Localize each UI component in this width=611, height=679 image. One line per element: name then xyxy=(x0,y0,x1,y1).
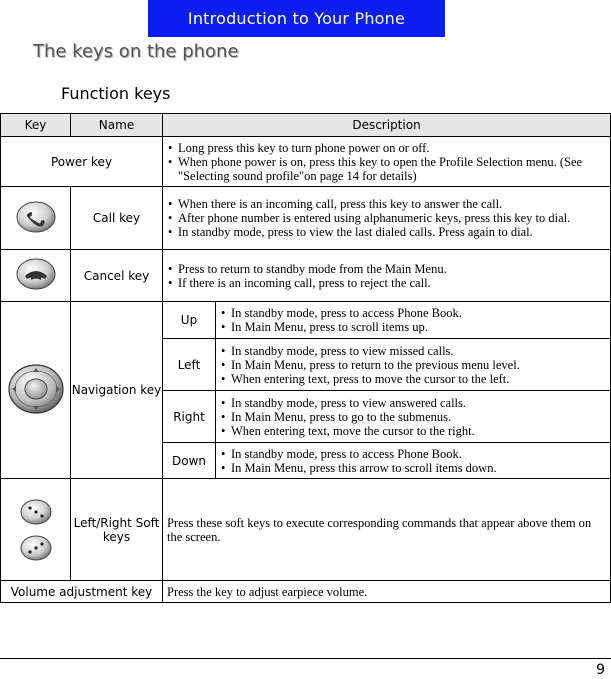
list-item: • In standby mode, press to view answered calls. xyxy=(220,396,606,410)
list-item: • In Main Menu, press this arrow to scroll items down. xyxy=(220,461,606,475)
footer-divider xyxy=(0,658,611,659)
list-item: • In standby mode, press to view the last dialed calls. Press again to dial. xyxy=(167,225,606,239)
chapter-banner: Introduction to Your Phone xyxy=(148,0,445,37)
cancel-key-icon xyxy=(14,256,58,292)
list-item: • When entering text, press to move the cursor to the left. xyxy=(220,372,606,386)
left-soft-key-icon xyxy=(18,497,54,527)
cancel-key-icon-cell xyxy=(1,250,71,302)
list-item: • In standby mode, press to view missed calls. xyxy=(220,344,606,358)
table-row-power xyxy=(1,137,611,187)
power-key-name: Power key xyxy=(1,137,163,187)
soft-keys-description: Press these soft keys to execute corresponding commands that appear above them on the screen. xyxy=(163,479,611,581)
nav-right-description xyxy=(216,391,611,443)
nav-up-label: Up xyxy=(163,302,216,339)
list-item: • When phone power is on, press this key to open the Profile Selection menu. (See "Selecting sound profile"on page 14 for details) xyxy=(167,155,606,183)
call-key-description xyxy=(163,187,611,250)
list-item: • When there is an incoming call, press this key to answer the call. xyxy=(167,197,606,211)
nav-down-label: Down xyxy=(163,443,216,479)
table-row-cancel xyxy=(1,250,611,302)
volume-key-description: Press the key to adjust earpiece volume. xyxy=(163,581,611,603)
table-row-call xyxy=(1,187,611,250)
list-item: • In Main Menu, press to go to the submenus. xyxy=(220,410,606,424)
navigation-key-icon-cell xyxy=(1,302,71,479)
volume-key-name: Volume adjustment key xyxy=(1,581,163,603)
soft-keys-name: Left/Right Soft keys xyxy=(71,479,163,581)
header-name: Name xyxy=(71,114,163,137)
nav-left-label: Left xyxy=(163,339,216,391)
cancel-key-description xyxy=(163,250,611,302)
table-row-softkeys xyxy=(1,479,611,581)
header-description: Description xyxy=(163,114,611,137)
list-item: • Long press this key to turn phone power on or off. xyxy=(167,141,606,155)
list-item: • After phone number is entered using alphanumeric keys, press this key to dial. xyxy=(167,211,606,225)
right-soft-key-icon xyxy=(18,533,54,563)
nav-left-description xyxy=(216,339,611,391)
list-item: • When entering text, move the cursor to the right. xyxy=(220,424,606,438)
table-row-volume xyxy=(1,581,611,603)
nav-up-description xyxy=(216,302,611,339)
list-item: • In standby mode, press to access Phone Book. xyxy=(220,306,606,320)
cancel-key-name: Cancel key xyxy=(71,250,163,302)
navigation-key-name: Navigation key xyxy=(71,302,163,479)
call-key-name: Call key xyxy=(71,187,163,250)
power-key-description xyxy=(163,137,611,187)
call-key-icon-cell xyxy=(1,187,71,250)
section-title: The keys on the phone xyxy=(33,41,239,62)
list-item: • If there is an incoming call, press to reject the call. xyxy=(167,276,606,290)
list-item: • Press to return to standby mode from the Main Menu. xyxy=(167,262,606,276)
function-keys-table xyxy=(0,113,611,603)
header-key: Key xyxy=(1,114,71,137)
list-item: • In standby mode, press to access Phone Book. xyxy=(220,447,606,461)
list-item: • In Main Menu, press to return to the previous menu level. xyxy=(220,358,606,372)
nav-down-description xyxy=(216,443,611,479)
navigation-key-icon xyxy=(6,359,66,419)
call-key-icon xyxy=(14,199,58,235)
nav-right-label: Right xyxy=(163,391,216,443)
table-row-navigation-up xyxy=(1,302,611,339)
soft-keys-icon-cell xyxy=(1,479,71,581)
list-item: • In Main Menu, press to scroll items up. xyxy=(220,320,606,334)
subsection-title: Function keys xyxy=(61,84,171,103)
table-header-row xyxy=(1,114,611,137)
page-number: 9 xyxy=(596,662,605,678)
